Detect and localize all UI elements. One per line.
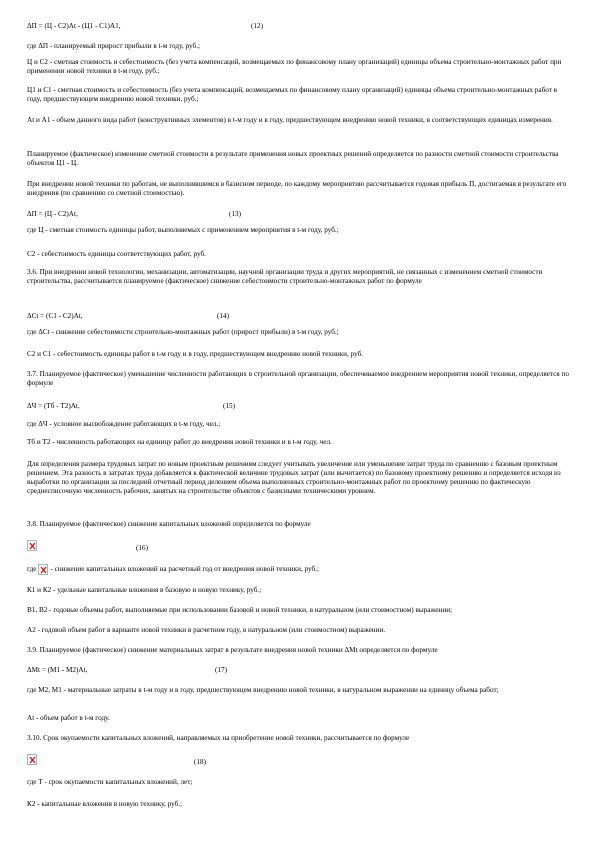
equation-12-formula: ΔП = (Ц - С2)Аt - (Ц1 - С1)А1, — [27, 22, 121, 30]
paragraph: где Т - срок окупаемости капитальных вложений, лет; — [27, 778, 193, 786]
paragraph: К1 и К2 - удельные капитальные вложения в базовую и новую технику, руб.; — [27, 586, 262, 594]
paragraph: Ц и С2 - сметная стоимость и себестоимость (без учета компенсаций, возмещаемых по финансовому плану организаций) единицы объема строительно-монтажных работ при применении новой техники в t-м году, руб.; — [27, 58, 562, 75]
paragraph: С2 - себестоимость единицы соответствующих работ, руб. — [27, 250, 206, 258]
paragraph: К2 - капитальные вложения в новую технику, руб.; — [27, 800, 183, 808]
equation-12-number: (12) — [251, 22, 263, 30]
equation-12 — [27, 22, 572, 31]
paragraph: где М2, М1 - материальные затраты в t-м году и в году, предшествующем внедрению новой техники, в натуральном выражении на единицу объема работ; — [27, 686, 499, 694]
equation-14-number: (14) — [217, 312, 229, 320]
paragraph-section-3-9: 3.9. Планируемое (фактическое) снижение материальных затрат в результате внедрения новой техники ΔМt определяется по формуле — [27, 646, 438, 654]
paragraph-section-3-8: 3.8. Планируемое (фактическое) снижение капитальных вложений определяется по формуле — [27, 520, 311, 528]
paragraph: где ΔП - планируемый прирост прибыли в t-м году, руб.; — [27, 42, 200, 50]
paragraph-section-3-6: 3.6. При внедрении новой технологии, механизации, автоматизации, научной организации труда и других мероприятий, не связанных с изменением сметной стоимости строительства, рассчитывается планируемое (фактическое) снижение себестоимости строительно-монтажных работ по формуле — [27, 268, 543, 285]
paragraph — [27, 564, 572, 575]
paragraph: В1, В2 - годовые объемы работ, выполняемые при использовании базовой и новой техники, в натуральном (или стоимостном) выражении; — [27, 606, 453, 614]
paragraph: где Ц - сметная стоимость единицы работ, выполняемых с применением мероприятия в t-м году, руб.; — [27, 226, 339, 234]
broken-image-icon — [38, 564, 48, 575]
broken-image-icon — [27, 754, 37, 765]
equation-14-formula: ΔСt = (С1 - С2)Аt, — [27, 312, 83, 320]
paragraph: Для определения размера трудовых затрат по новым проектным решениям следует учитывать увеличение или уменьшение затрат труда по сравнению с базовым проектным решением. Эта разность в затратах труда добавляется к фактической величине трудовых затрат (или вычитается) по базовому проектному решению и определяется исходя из выработки по организации за последний отчетный период делением объема выполненных строительно-монтажных работ по проектному решению по фактическую среднесписочную численность рабочих, занятых на строительстве объектов с базисными техническими уровнем. — [27, 460, 561, 495]
paragraph: Планируемое (фактическое) изменение сметной стоимости в результате применения новых проектных решений определяется по разности сметной стоимости строительства объектов Ц1 - Ц. — [27, 150, 559, 167]
paragraph: Ц1 и С1 - сметная стоимость и себестоимость (без учета компенсаций, возмещаемых по финансовому плану организаций) единицы объема строительно-монтажных работ в году, предшествующем внедрению новой техники, руб.; — [27, 86, 558, 103]
paragraph: Аt и А1 - объем данного вида работ (конструктивных элементов) в t-м году и в году, предшествующем внедрению новой техники, в соответствующих единицах измерения. — [27, 116, 553, 124]
equation-13 — [27, 210, 572, 219]
paragraph-section-3-7: 3.7. Планируемое (фактическое) уменьшение численности работающих в строительной организации, обеспечиваемое внедрением мероприятия новой техники, определяется по формуле — [27, 370, 569, 387]
paragraph-prefix: где — [27, 565, 37, 574]
paragraph: Аt - объем работ в t-м году. — [27, 714, 110, 722]
equation-14 — [27, 312, 572, 321]
paragraph: При внедрении новой техники по работам, не выполнявшимся в базисном периоде, по каждому мероприятию рассчитывается годовая прибыль П, достигаемая в результате его внедрения (по сравнению со сметной стоимостью). — [27, 180, 567, 197]
equation-13-number: (13) — [229, 210, 241, 218]
equation-15-number: (15) — [223, 402, 235, 410]
equation-17-formula: ΔМt = (М1 - М2)Аt, — [27, 666, 88, 674]
paragraph: Тб и Т2 - численность работающих на единицу работ до внедрения новой техники и в t-м году, чел. — [27, 438, 332, 446]
paragraph-suffix: - снижение капитальных вложений на расчетный год от внедрения новой техники, руб.; — [50, 565, 320, 574]
equation-17 — [27, 666, 572, 675]
equation-13-formula: ΔП = (Ц - С2)Аt, — [27, 210, 78, 218]
paragraph: где ΔЧ - условное высвобождение работающих в t-м году, чел.; — [27, 420, 221, 428]
equation-15-formula: ΔЧ = (Тб - Т2)Аt, — [27, 402, 80, 410]
equation-15 — [27, 402, 572, 411]
equation-18-number: (18) — [194, 758, 206, 766]
equation-17-number: (17) — [215, 666, 227, 674]
paragraph: С2 и С1 - себестоимость единицы работ в t-м году и в году, предшествующем внедрению новой техники, руб. — [27, 350, 364, 358]
broken-image-icon — [27, 540, 37, 551]
paragraph: где ΔСt - снижение себестоимости строительно-монтажных работ (прирост прибыли) в t-м году, руб.; — [27, 328, 339, 336]
equation-16-number: (16) — [136, 544, 148, 552]
paragraph: А2 - годовой объем работ в варианте новой техники в расчетном году, в натуральном (или стоимостном) выражении. — [27, 626, 386, 634]
paragraph-section-3-10: 3.10. Срок окупаемости капитальных вложений, направляемых на приобретение новой техники, рассчитывается по формуле — [27, 734, 410, 742]
